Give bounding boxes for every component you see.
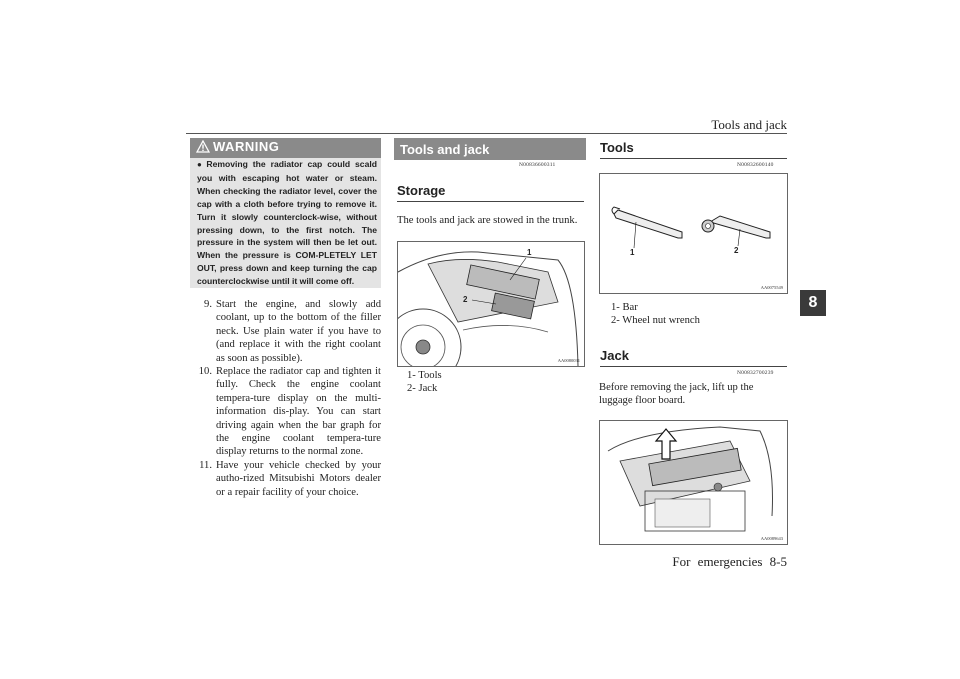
step-number: 9. bbox=[204, 299, 212, 310]
trunk-drawing bbox=[398, 242, 584, 366]
bullet-icon: ● bbox=[197, 160, 205, 169]
warning-text: Removing the radiator cap could scald you with escaping hot water or steam. When checking the radiator level, cover the cap with a cloth before trying to remove it. Turn it slowly counterclock-wise, without pressing down, to the first notch. The pressure in the system will then be let out. When the pressure is COM-PLETELY LET OUT, press down and keep turning the cap counterclockwise until it will come off. bbox=[197, 159, 377, 287]
callout-2: 2 bbox=[734, 246, 739, 255]
procedure-steps bbox=[190, 298, 381, 499]
callout-1: 1 bbox=[630, 248, 635, 257]
legend-item: 2- Jack bbox=[407, 383, 438, 395]
figure-code: AA0089643 bbox=[760, 536, 783, 541]
section-code: N00832700239 bbox=[737, 370, 774, 376]
jack-text: Before removing the jack, lift up the luggage floor board. bbox=[599, 382, 754, 407]
step-text: Have your vehicle checked by your autho-rized Mitsubishi Motors dealer or a repair facility of your choice. bbox=[216, 459, 381, 498]
section-title-jack: Jack bbox=[600, 348, 787, 367]
section-code: N00836600311 bbox=[519, 162, 556, 168]
section-code: N00832600140 bbox=[737, 162, 774, 168]
legend-item: 1- Bar bbox=[611, 302, 638, 313]
section-title-tools-and-jack: Tools and jack bbox=[394, 138, 586, 160]
figure-code: AA0075549 bbox=[760, 285, 783, 290]
callout-2: 2 bbox=[463, 295, 468, 304]
page-header-title: Tools and jack bbox=[711, 117, 787, 132]
step-text: Start the engine, and slowly add coolant, up to the bottom of the filler neck. Use plain water if you have to (and replace it with the right coolant as soon as possible). bbox=[216, 299, 381, 364]
step-number: 11. bbox=[199, 459, 212, 471]
step-item bbox=[190, 298, 381, 365]
legend-item: 1- Tools bbox=[407, 370, 442, 381]
footer-page-number: 8-5 bbox=[769, 554, 787, 569]
warning-label: WARNING bbox=[213, 139, 280, 154]
step-item bbox=[190, 459, 381, 499]
subsection-title-storage: Storage bbox=[397, 183, 584, 202]
tools-legend bbox=[611, 301, 700, 328]
jack-illustration bbox=[599, 420, 788, 545]
jack-drawing bbox=[600, 421, 787, 544]
legend-item: 2- Wheel nut wrench bbox=[611, 315, 700, 327]
callout-1: 1 bbox=[527, 248, 532, 257]
warning-text-block bbox=[197, 158, 377, 288]
section-title-tools: Tools bbox=[600, 140, 787, 159]
warning-label-group bbox=[196, 139, 279, 154]
tools-drawing bbox=[600, 174, 787, 293]
warning-triangle-icon bbox=[196, 140, 210, 153]
chapter-tab: 8 bbox=[800, 290, 826, 316]
footer-section: For emergencies bbox=[672, 554, 763, 569]
storage-text: The tools and jack are stowed in the trunk. bbox=[397, 215, 578, 226]
trunk-storage-illustration bbox=[397, 241, 585, 367]
header-rule bbox=[186, 133, 787, 134]
page-footer bbox=[672, 554, 787, 570]
step-number: 10. bbox=[198, 366, 212, 378]
tools-illustration bbox=[599, 173, 788, 294]
step-item bbox=[190, 365, 381, 459]
figure-code: AA0080031 bbox=[557, 358, 580, 363]
step-text: Replace the radiator cap and tighten it fully. Check the engine coolant tempera-ture display on the multi-information dis-play. You can start driving again when the bar graph for the engine coolant tempera-ture display returns to the normal zone. bbox=[216, 366, 381, 458]
storage-legend bbox=[407, 369, 442, 396]
